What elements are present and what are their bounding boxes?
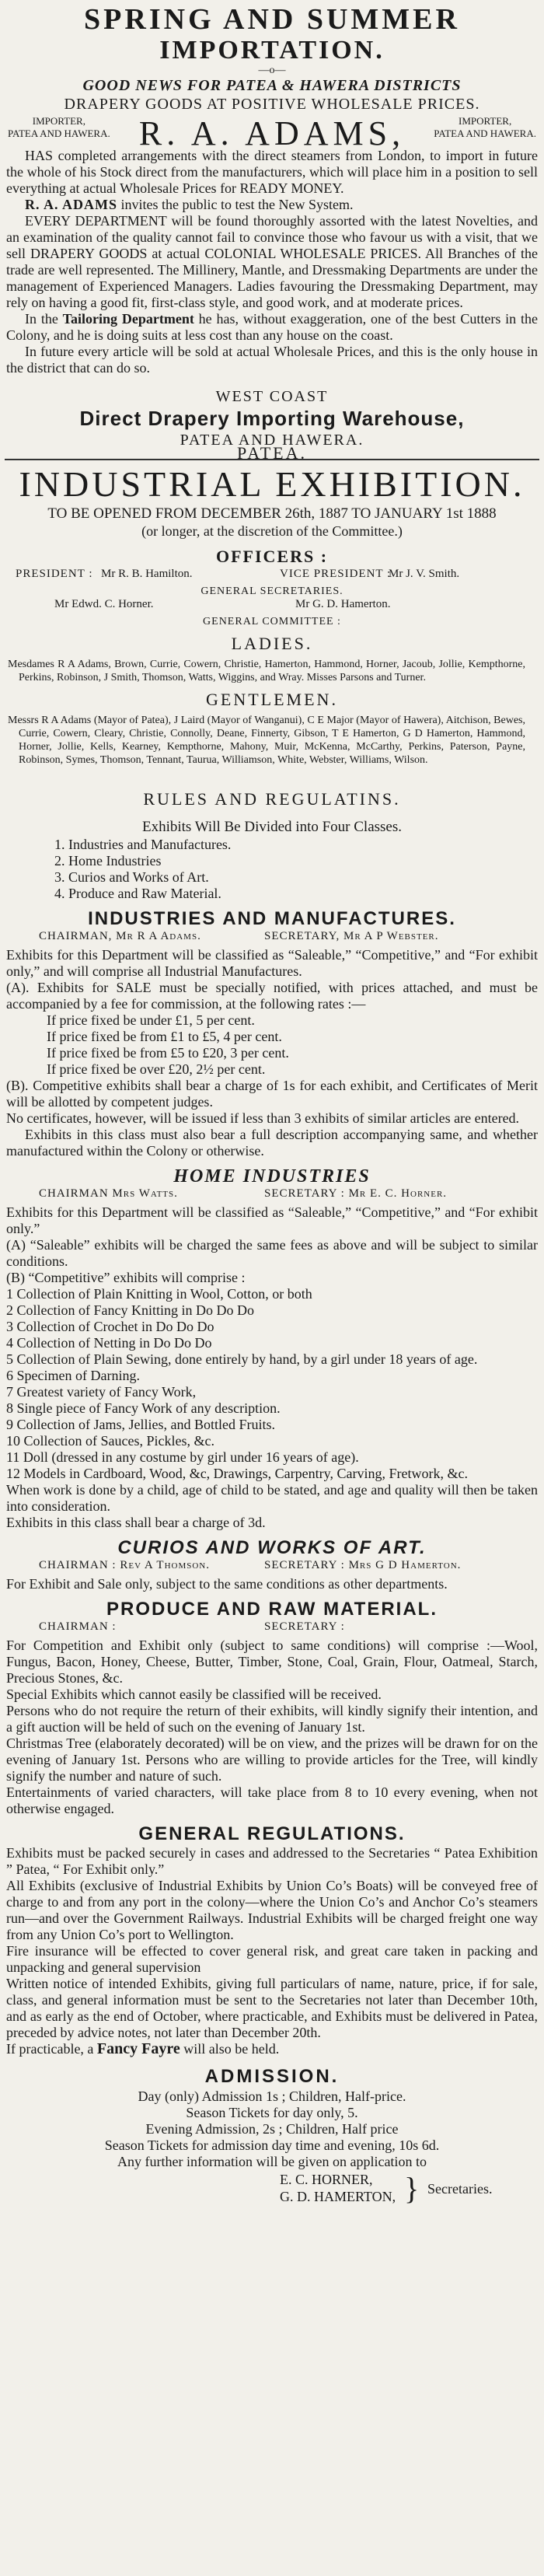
president-label: PRESIDENT : [16, 568, 93, 580]
gentlemen-heading: GENTLEMEN. [206, 690, 338, 709]
west-coast-label: WEST COAST [215, 388, 329, 405]
general-committee-heading: GENERAL COMMITTEE : [203, 616, 341, 627]
warehouse-name: Direct Drapery Importing Warehouse, [79, 407, 465, 430]
ladies-heading: LADIES. [231, 634, 313, 653]
industries-description: Exhibits in this class must also bear a full description accompanying same, and whether manufactured within the Colony or otherwise. [6, 1127, 538, 1159]
exhibition-title: INDUSTRIAL EXHIBITION. [19, 464, 525, 504]
produce-p5: Entertainments of varied characters, will take place from 8 to 10 every evening, when not otherwise engaged. [6, 1784, 538, 1816]
advert-paragraph-4 [0, 311, 544, 344]
competitive-item: 5 Collection of Plain Sewing, done entirely by hand, by a girl under 18 years of age. [6, 1351, 478, 1367]
industries-chairman: CHAIRMAN, Mr R A Adams. [39, 930, 201, 942]
regulations-p1: Exhibits must be packed securely in cases and addressed to the Secretaries “ Patea Exhibition ” Patea, “ For Exhibit only.” [6, 1845, 538, 1877]
good-news-headline: GOOD NEWS FOR PATEA & HAWERA DISTRICTS [82, 77, 462, 94]
class-item: 3. Curios and Works of Art. [54, 869, 209, 885]
president-name: Mr R. B. Hamilton. [101, 568, 193, 580]
industries-officers [0, 930, 544, 947]
fancy-fayre-lead: If practicable, a [6, 2041, 97, 2057]
p4-lead: In the [25, 311, 63, 327]
patea-heading: PATEA. [237, 443, 307, 463]
rules-heading: RULES AND REGULATINS. [143, 789, 401, 809]
importer-row [0, 114, 544, 152]
industries-intro: Exhibits for this Department will be classified as “Saleable,” “Competitive,” and “For exhibit only,” and will comprise all Industrial Manufactures. [6, 947, 538, 979]
ladies-list: Mesdames R A Adams, Brown, Currie, Cowern, Christie, Hamerton, Hammond, Horner, Jacoub, Jollie, Kempthorne, Perkins, Robinson, J Smith, Thomson, Watts, Wiggins, and Wray. Misses Parsons and Turner. [8, 659, 525, 683]
general-secretaries-heading: GENERAL SECRETARIES. [201, 585, 343, 597]
ornament-divider: —o— [258, 65, 286, 76]
competitive-item: 11 Doll (dressed in any costume by girl under 16 years of age). [6, 1449, 359, 1465]
secretaries-label: Secretaries. [427, 2181, 493, 2197]
advert-paragraph-3: EVERY DEPARTMENT will be found thoroughly assorted with the latest Novelties, and an examination of the quality cannot fail to convince those who favour us with a visit, that we sell DRAPERY GOODS at actual COLONIAL WHOLESALE PRICES. All Branches of the trade are well represented. The Millinery, Mantle, and Dressmaking Departments are under the management of Experienced Managers. Ladies favouring the Dressmaking Department, may rely on having a good fit, first-class style, and good work, and at moderate prices. [6, 213, 538, 310]
class-item: 1. Industries and Manufactures. [54, 837, 232, 852]
admission-line: Any further information will be given on application to [117, 2154, 427, 2169]
brace-glyph: } [404, 2171, 420, 2206]
competitive-item: 8 Single piece of Fancy Work of any description. [6, 1400, 281, 1416]
industries-rule-b: (B). Competitive exhibits shall bear a charge of 1s for each exhibit, and Certificates of Merit will be allotted by competent judges. [6, 1078, 538, 1110]
produce-p2: Special Exhibits which cannot easily be classified will be received. [6, 1686, 382, 1702]
opening-dates: TO BE OPENED FROM DECEMBER 26th, 1887 TO JANUARY 1st 1888 [47, 505, 497, 522]
curios-heading: CURIOS AND WORKS OF ART. [117, 1537, 427, 1558]
curios-text: For Exhibit and Sale only, subject to the same conditions as other departments. [6, 1576, 448, 1592]
president-row [0, 568, 544, 585]
drapery-subheadline: DRAPERY GOODS AT POSITIVE WHOLESALE PRICES. [64, 96, 480, 113]
produce-heading: PRODUCE AND RAW MATERIAL. [106, 1599, 438, 1620]
curios-officers [0, 1559, 544, 1576]
regulations-p2: All Exhibits (exclusive of Industrial Exhibits by Union Co’s Boats) will be conveyed free of charge to and from any port in the colony—where the Union Co’s and Anchor Co’s steamers run—and over the Government Railways. Industrial Exhibits will be charged freight one way from any Union Co’s port to Wellington. [6, 1878, 538, 1942]
admission-line: Evening Admission, 2s ; Children, Half price [145, 2121, 399, 2137]
warehouse-towns: PATEA AND HAWERA. [180, 432, 364, 449]
home-industries-rule-b: (B) “Competitive” exhibits will comprise : [6, 1270, 246, 1285]
general-regulations-heading: GENERAL REGULATIONS. [138, 1823, 406, 1844]
importer-right-line-2: PATEA AND HAWERA. [434, 128, 536, 139]
regulations-p5 [0, 2041, 544, 2057]
gentlemen-list: Messrs R A Adams (Mayor of Patea), J Laird (Mayor of Wanganui), C E Major (Mayor of Hawera), Aitchison, Bewes, Currie, Cowern, Cleary, Christie, Connolly, Deane, Finnerty, Gibson, T E Hamerton, G D Hamerton, Hammond, Horner, Jollie, Kells, Kearney, Kempthorne, Mahony, Muir, McKenna, McCarthy, Perkins, Paterson, Payne, Robinson, Symes, Thomson, Tennant, Taurua, Williamson, White, Webster, Williams, Wilson. [8, 715, 525, 766]
advert-title-line-2: IMPORTATION. [159, 36, 385, 65]
produce-p1: For Competition and Exhibit only (subject to same conditions) will comprise :—Wool, Fungus, Bacon, Honey, Cheese, Butter, Timber, Stone, Coal, Grain, Flour, Oatmeal, Starch, Precious Stones, &c. [6, 1638, 538, 1686]
advert-paragraph-5: In future every article will be sold at actual Wholesale Prices, and this is the only house in the district that can do so. [6, 344, 538, 376]
competitive-item: 2 Collection of Fancy Knitting in Do Do Do [6, 1302, 254, 1318]
industries-secretary: SECRETARY, Mr A P Webster. [264, 930, 439, 942]
vice-president-name: Mr J. V. Smith. [389, 568, 460, 580]
admission-heading: ADMISSION. [204, 2066, 340, 2087]
fancy-fayre: Fancy Fayre [96, 2040, 180, 2057]
competitive-item: 12 Models in Cardboard, Wood, &c, Drawings, Carpentry, Carving, Fretwork, &c. [6, 1466, 468, 1481]
competitive-items [0, 1286, 544, 1482]
importer-left-line-1: IMPORTER, [32, 115, 85, 127]
home-industries-officers [0, 1187, 544, 1204]
competitive-item: 6 Specimen of Darning. [6, 1368, 140, 1383]
classes-list [0, 837, 544, 902]
produce-secretary: SECRETARY : [264, 1620, 345, 1633]
industrial-exhibition-advert [0, 435, 544, 2576]
secretary-1: Mr Edwd. C. Horner. [54, 598, 154, 610]
commission-rate: If price fixed be over £20, 2½ per cent. [47, 1061, 266, 1077]
advert-paragraph-2 [0, 197, 544, 213]
commission-rate: If price fixed be from £5 to £20, 3 per cent. [47, 1045, 289, 1061]
importer-left-line-2: PATEA AND HAWERA. [8, 128, 110, 139]
home-industries-heading: HOME INDUSTRIES [173, 1166, 371, 1187]
produce-chairman: CHAIRMAN : [39, 1620, 117, 1633]
regulations-p3: Fire insurance will be effected to cover general risk, and great care taken in packing and unpacking and general supervision [6, 1943, 538, 1975]
merchant-name-inline: R. A. ADAMS [25, 197, 118, 212]
home-industries-secretary: SECRETARY : Mr E. C. Horner. [264, 1187, 448, 1200]
industries-rule-a: (A). Exhibits for SALE must be specially notified, with prices attached, and must be accompanied by a fee for commission, at the following rates :— [6, 980, 538, 1012]
competitive-item: 3 Collection of Crochet in Do Do Do [6, 1319, 214, 1334]
admission-line: Season Tickets for day only, 5. [186, 2105, 358, 2120]
signature-block [0, 2170, 544, 2207]
officers-heading: OFFICERS : [215, 547, 329, 566]
classes-heading: Exhibits Will Be Divided into Four Classes. [141, 819, 403, 835]
curios-secretary: SECRETARY : Mrs G D Hamerton. [264, 1559, 462, 1571]
secretaries-row [0, 598, 544, 615]
admission-line: Day (only) Admission 1s ; Children, Half-price. [138, 2088, 406, 2104]
commission-rate: If price fixed be under £1, 5 per cent. [47, 1012, 255, 1028]
industries-no-certificate: No certificates, however, will be issued if less than 3 exhibits of similar articles are entered. [6, 1110, 520, 1126]
home-industries-intro: Exhibits for this Department will be classified as “Saleable,” “Competitive,” and “For exhibit only.” [6, 1204, 538, 1236]
curios-chairman: CHAIRMAN : Rev A Thomson. [39, 1559, 211, 1571]
industries-heading: INDUSTRIES AND MANUFACTURES. [88, 908, 456, 929]
importer-right-line-1: IMPORTER, [459, 115, 512, 127]
commission-rate: If price fixed be from £1 to £5, 4 per cent. [47, 1029, 282, 1044]
p4-rest: he has, without exaggeration, one of the best Cutters in the Colony, and he is doing suits at less cost than any house on the coast. [6, 311, 538, 343]
merchant-name: R. A. ADAMS, [138, 114, 406, 152]
produce-p3: Persons who do not require the return of their exhibits, will kindly signify their intention, and a gift auction will be held of such on the evening of January 1st. [6, 1703, 538, 1735]
regulations-p4: Written notice of intended Exhibits, giving full particulars of name, nature, price, if for sale, class, and general information must be sent to the Secretaries not later than December 10th, and as early as the end of October, where practicable, and Exhibits must be delivered in Patea, preceded by advice notes, not later than December 20th. [6, 1976, 538, 2040]
produce-officers [0, 1620, 544, 1638]
class-item: 4. Produce and Raw Material. [54, 886, 221, 901]
signatory-2: G. D. HAMERTON, [280, 2189, 396, 2204]
competitive-item: 9 Collection of Jams, Jellies, and Bottled Fruits. [6, 1417, 275, 1432]
competitive-item: 1 Collection of Plain Knitting in Wool, Cotton, or both [6, 1286, 312, 1302]
competitive-item: 4 Collection of Netting in Do Do Do [6, 1335, 212, 1351]
advert-paragraph-2-text: invites the public to test the New System. [117, 197, 354, 212]
signatory-1: E. C. HORNER, [280, 2172, 373, 2187]
class-item: 2. Home Industries [54, 853, 162, 869]
produce-p4: Christmas Tree (elaborately decorated) will be on view, and the prizes will be drawn for on the evening of January 1st. Persons who are willing to provide articles for the Tree, will kindly signify the number and nature of such. [6, 1735, 538, 1784]
child-work-note: When work is done by a child, age of child to be stated, and age and quality will then be taken into consideration. [6, 1482, 538, 1514]
vice-president-label: VICE PRESIDENT : [280, 568, 392, 580]
admission-line: Season Tickets for admission day time and evening, 10s 6d. [104, 2137, 440, 2153]
competitive-item: 10 Collection of Sauces, Pickles, &c. [6, 1433, 214, 1449]
advert-title-line-1: SPRING AND SUMMER [84, 3, 460, 36]
tailoring-department: Tailoring Department [62, 311, 194, 327]
importer-right-label [434, 115, 536, 140]
home-industries-chairman: CHAIRMAN Mrs Watts. [39, 1187, 178, 1200]
home-industries-rule-a: (A) “Saleable” exhibits will be charged the same fees as above and will be subject to similar conditions. [6, 1237, 538, 1269]
advert-paragraph-1: HAS completed arrangements with the direct steamers from London, to import in future the whole of his Stock direct from the manufacturers, which will place him in a position to sell everything at actual Wholesale Prices for READY MONEY. [6, 148, 538, 196]
secretary-2: Mr G. D. Hamerton. [295, 598, 391, 610]
opening-note: (or longer, at the discretion of the Committee.) [141, 523, 403, 539]
spring-summer-advert [0, 0, 544, 449]
competitive-item: 7 Greatest variety of Fancy Work, [6, 1384, 197, 1400]
home-industries-charge: Exhibits in this class shall bear a charge of 3d. [6, 1515, 266, 1530]
fancy-fayre-rest: will also be held. [180, 2041, 280, 2057]
